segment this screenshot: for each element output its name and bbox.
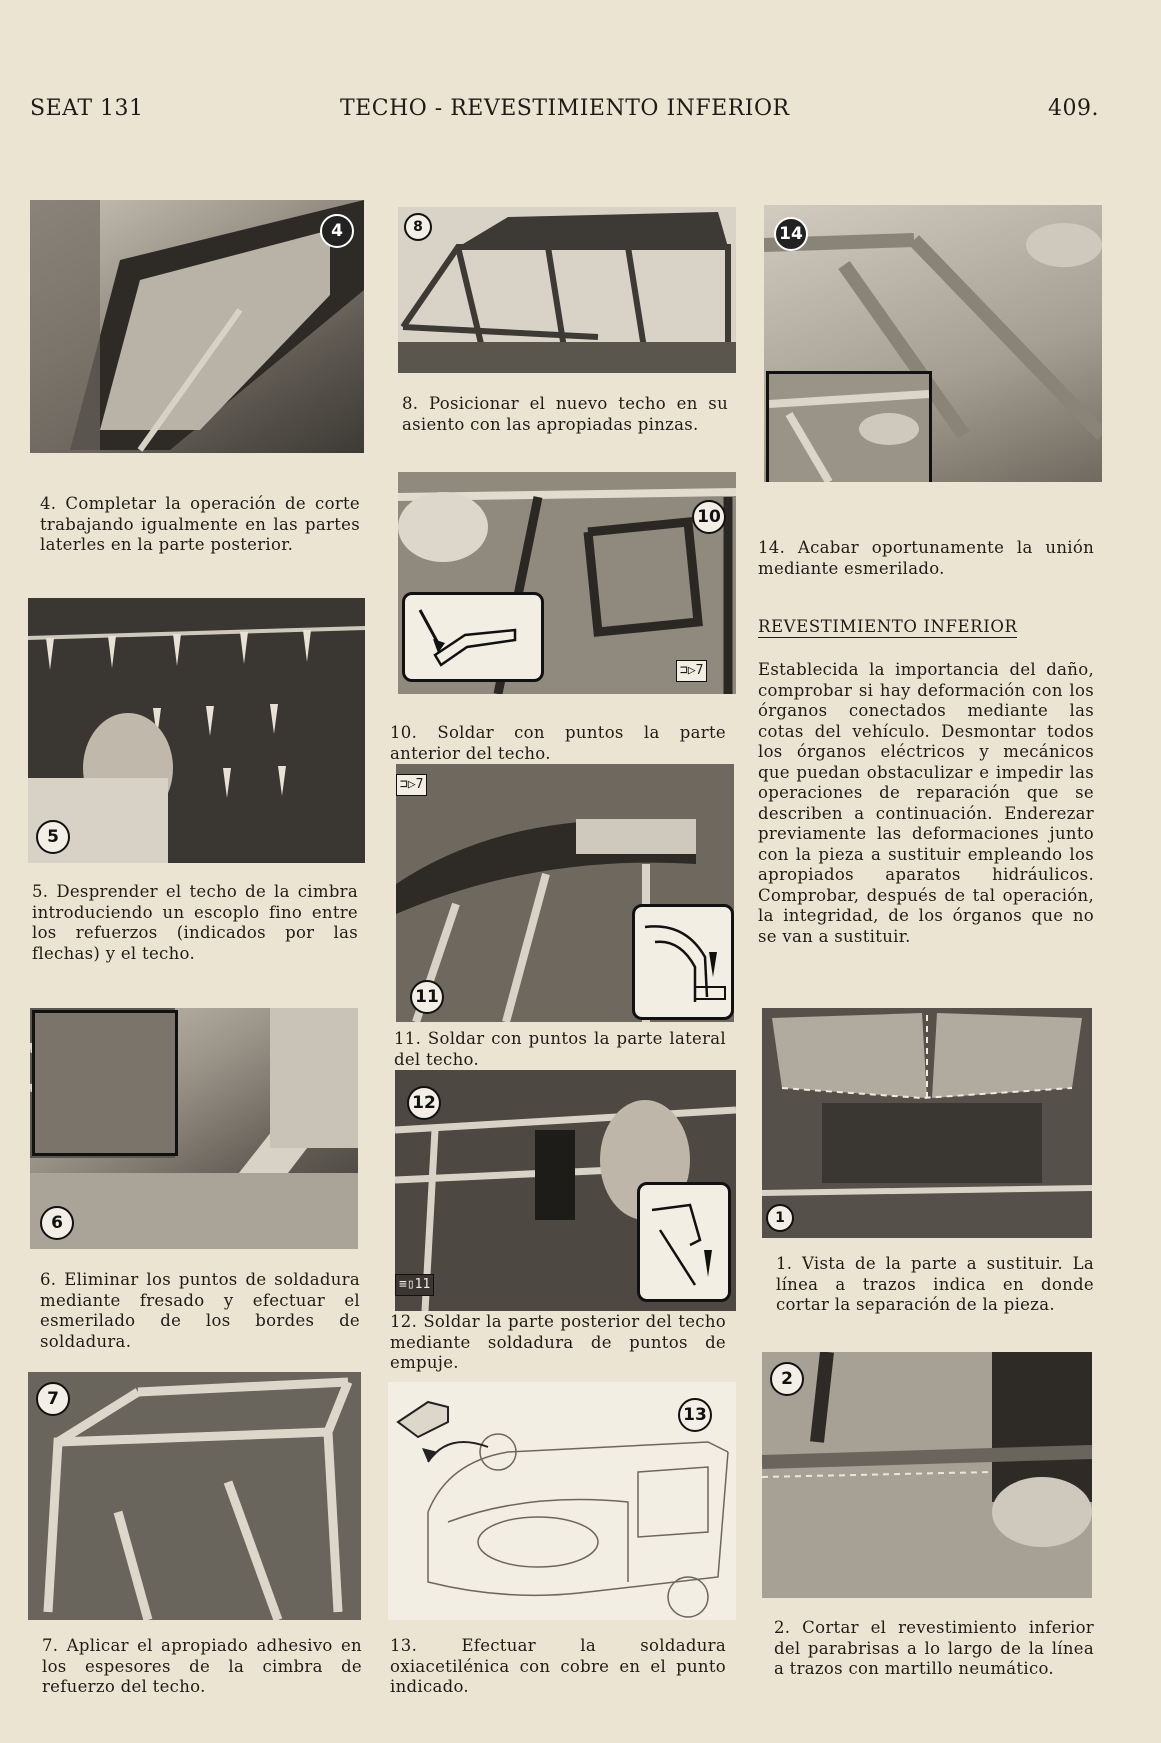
figure-11-photo [396,764,734,1022]
figure-5-caption: 5. Desprender el techo de la cimbra introduciendo un escoplo fino entre los refuerzos (indicados por las flechas) y el techo. [32,882,358,963]
figure-5-photo [28,598,365,863]
figure-8-photo [398,207,736,373]
figure-11-caption: 11. Soldar con puntos la parte lateral del techo. [394,1029,726,1069]
page-title: TECHO - REVESTIMIENTO INFERIOR [340,96,790,121]
figure-10-caption: 10. Soldar con puntos la parte anterior del techo. [390,723,726,763]
figure-6-caption: 6. Eliminar los puntos de soldadura mediante fresado y efectuar el esmerilado de los bordes de soldadura. [40,1270,360,1351]
figure-11-inset [632,904,734,1020]
section-body: Establecida la importancia del daño, comprobar si hay deformación con los órganos conectados mediante las cotas del vehículo. Desmontar todos los órganos eléctricos y mecánicos que puedan obstaculizar e impedir las operaciones de reparación que se describen a continuación. Enderezar previamente las deformaciones junto con la pieza a sustituir empleando los apropiados aparatos hidráulicos. Comprobar, después de tal operación, la integridad, de los órganos que no se van a sustituir. [758,660,1094,946]
figure-11-number: 11 [410,980,444,1014]
figure-2-number: 2 [770,1362,804,1396]
figure-7-photo [28,1372,361,1620]
figure-10-number: 10 [692,500,726,534]
figure-1-caption: 1. Vista de la parte a sustituir. La línea a trazos indica en donde cortar la separación de la pieza. [776,1254,1094,1314]
figure-13-drawing [388,1382,736,1620]
figure-10-inset [402,592,544,682]
figure-13-caption: 13. Efectuar la soldadura oxiacetilénica con cobre en el punto indicado. [390,1636,726,1696]
push-weld-tool-icon: ≡▯ [399,1277,415,1292]
figure-7-caption: 7. Aplicar el apropiado adhesivo en los espesores de la cimbra de refuerzo del techo. [42,1636,362,1696]
figure-5-number: 5 [36,820,70,854]
figure-12-number: 12 [407,1086,441,1120]
figure-12-caption: 12. Soldar la parte posterior del techo mediante soldadura de puntos de empuje. [390,1312,726,1372]
figure-12-tool-tag [395,1274,434,1296]
figure-6-photo [30,1008,358,1249]
section-title: REVESTIMIENTO INFERIOR [758,617,1018,636]
figure-13-number: 13 [678,1398,712,1432]
figure-14-number: 14 [774,217,808,251]
figure-10-tool-number: 7 [695,663,704,678]
figure-7-number: 7 [36,1382,70,1416]
figure-4-number: 4 [320,214,354,248]
figure-2-photo [762,1352,1092,1598]
figure-14-inset [766,371,932,482]
figure-12-photo [395,1070,736,1311]
figure-1-number: 1 [766,1204,794,1232]
figure-11-tool-number: 7 [415,777,424,792]
figure-11-tool-tag [396,774,427,796]
header-left: SEAT 131 [30,96,144,121]
figure-8-caption: 8. Posicionar el nuevo techo en su asiento con las apropiadas pinzas. [402,394,728,434]
figure-4-photo [30,200,364,453]
figure-2-caption: 2. Cortar el revestimiento inferior del parabrisas a lo largo de la línea a trazos con martillo neumático. [774,1618,1094,1678]
figure-14-photo [764,205,1102,482]
figure-4-caption: 4. Completar la operación de corte trabajando igualmente en las partes laterles en la parte posterior. [40,494,360,554]
figure-12-inset [637,1182,731,1302]
figure-1-photo [762,1008,1092,1238]
figure-6-number: 6 [40,1206,74,1240]
figure-8-number: 8 [404,213,432,241]
weld-tool-icon: ⊐▷ [400,777,416,792]
figure-12-tool-number: 11 [414,1277,431,1292]
page-number: 409. [1048,96,1099,121]
figure-6-inset [32,1010,178,1156]
figure-14-caption: 14. Acabar oportunamente la unión mediante esmerilado. [758,538,1094,578]
weld-tool-icon: ⊐▷ [680,663,696,678]
figure-10-photo [398,472,736,694]
figure-10-tool-tag [676,660,707,682]
